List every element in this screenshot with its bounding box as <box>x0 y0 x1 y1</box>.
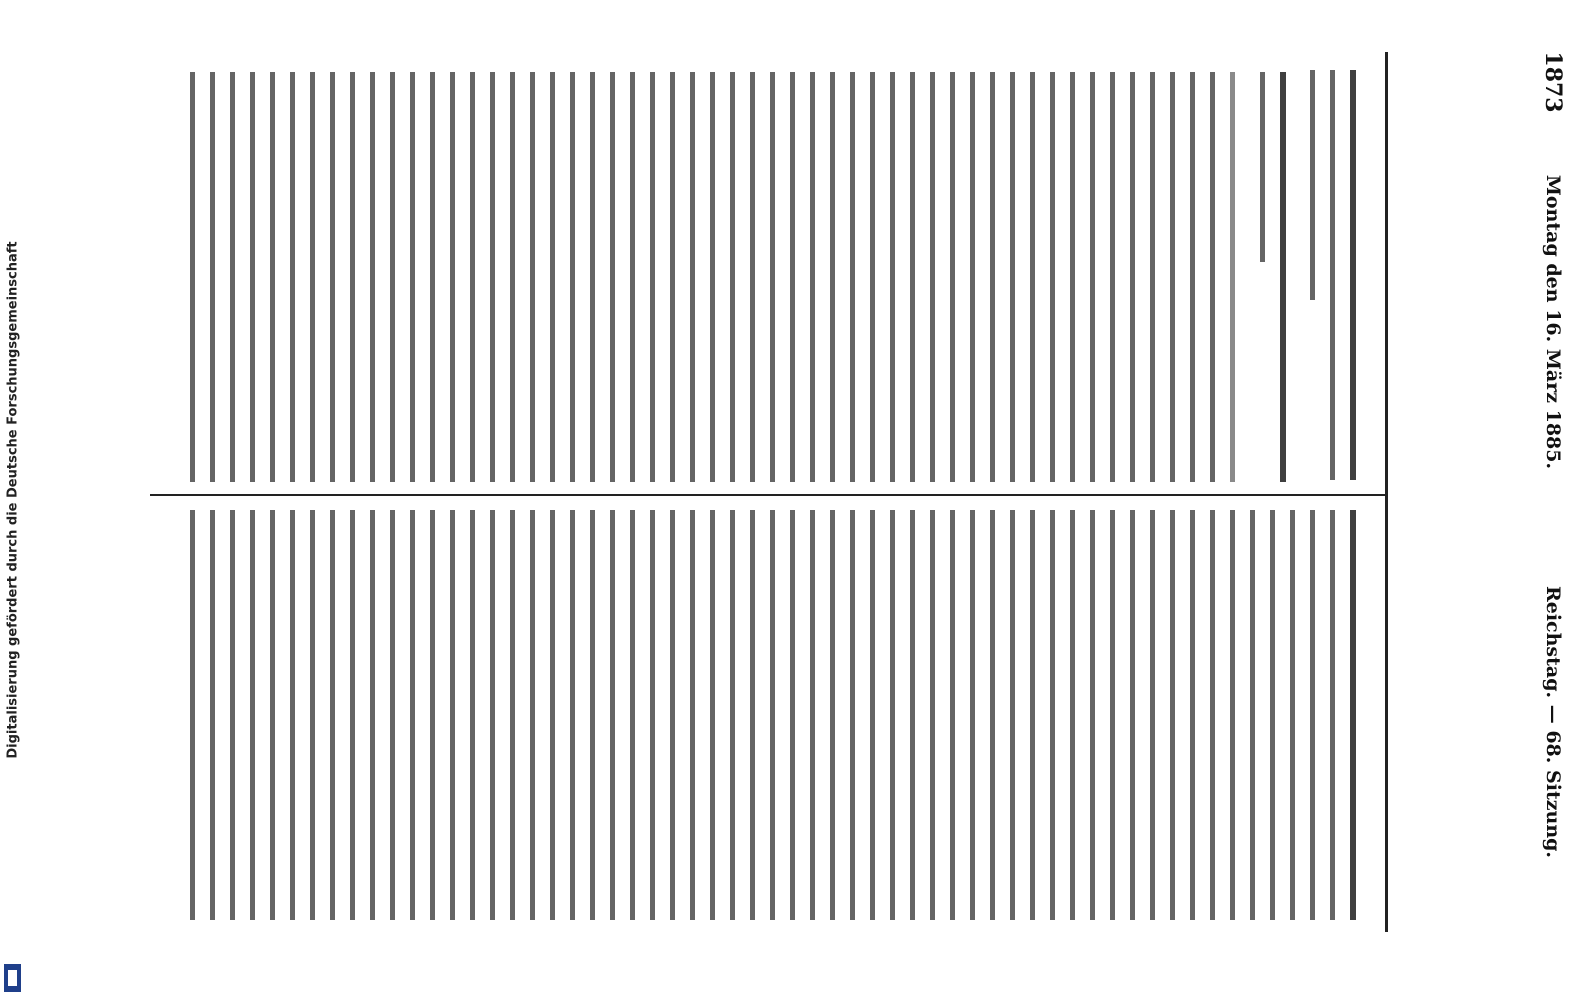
page-number: 1873 <box>1540 51 1566 113</box>
newspaper-page-rotated <box>150 51 1566 942</box>
margin-credit <box>0 0 26 1000</box>
running-head-left: Reichstag. — 68. Sitzung. <box>1542 585 1564 859</box>
text-block-lower <box>150 500 1385 932</box>
top-rule <box>1385 52 1388 932</box>
text-block-upper <box>150 52 1385 494</box>
digitisation-credit: Digitalisierung gefördert durch die Deutsche Forschungsgemeinschaft <box>5 241 21 759</box>
dfg-logo-icon <box>4 964 21 992</box>
column-divider <box>150 494 1385 496</box>
running-head-right: Montag den 16. März 1885. <box>1542 174 1564 470</box>
